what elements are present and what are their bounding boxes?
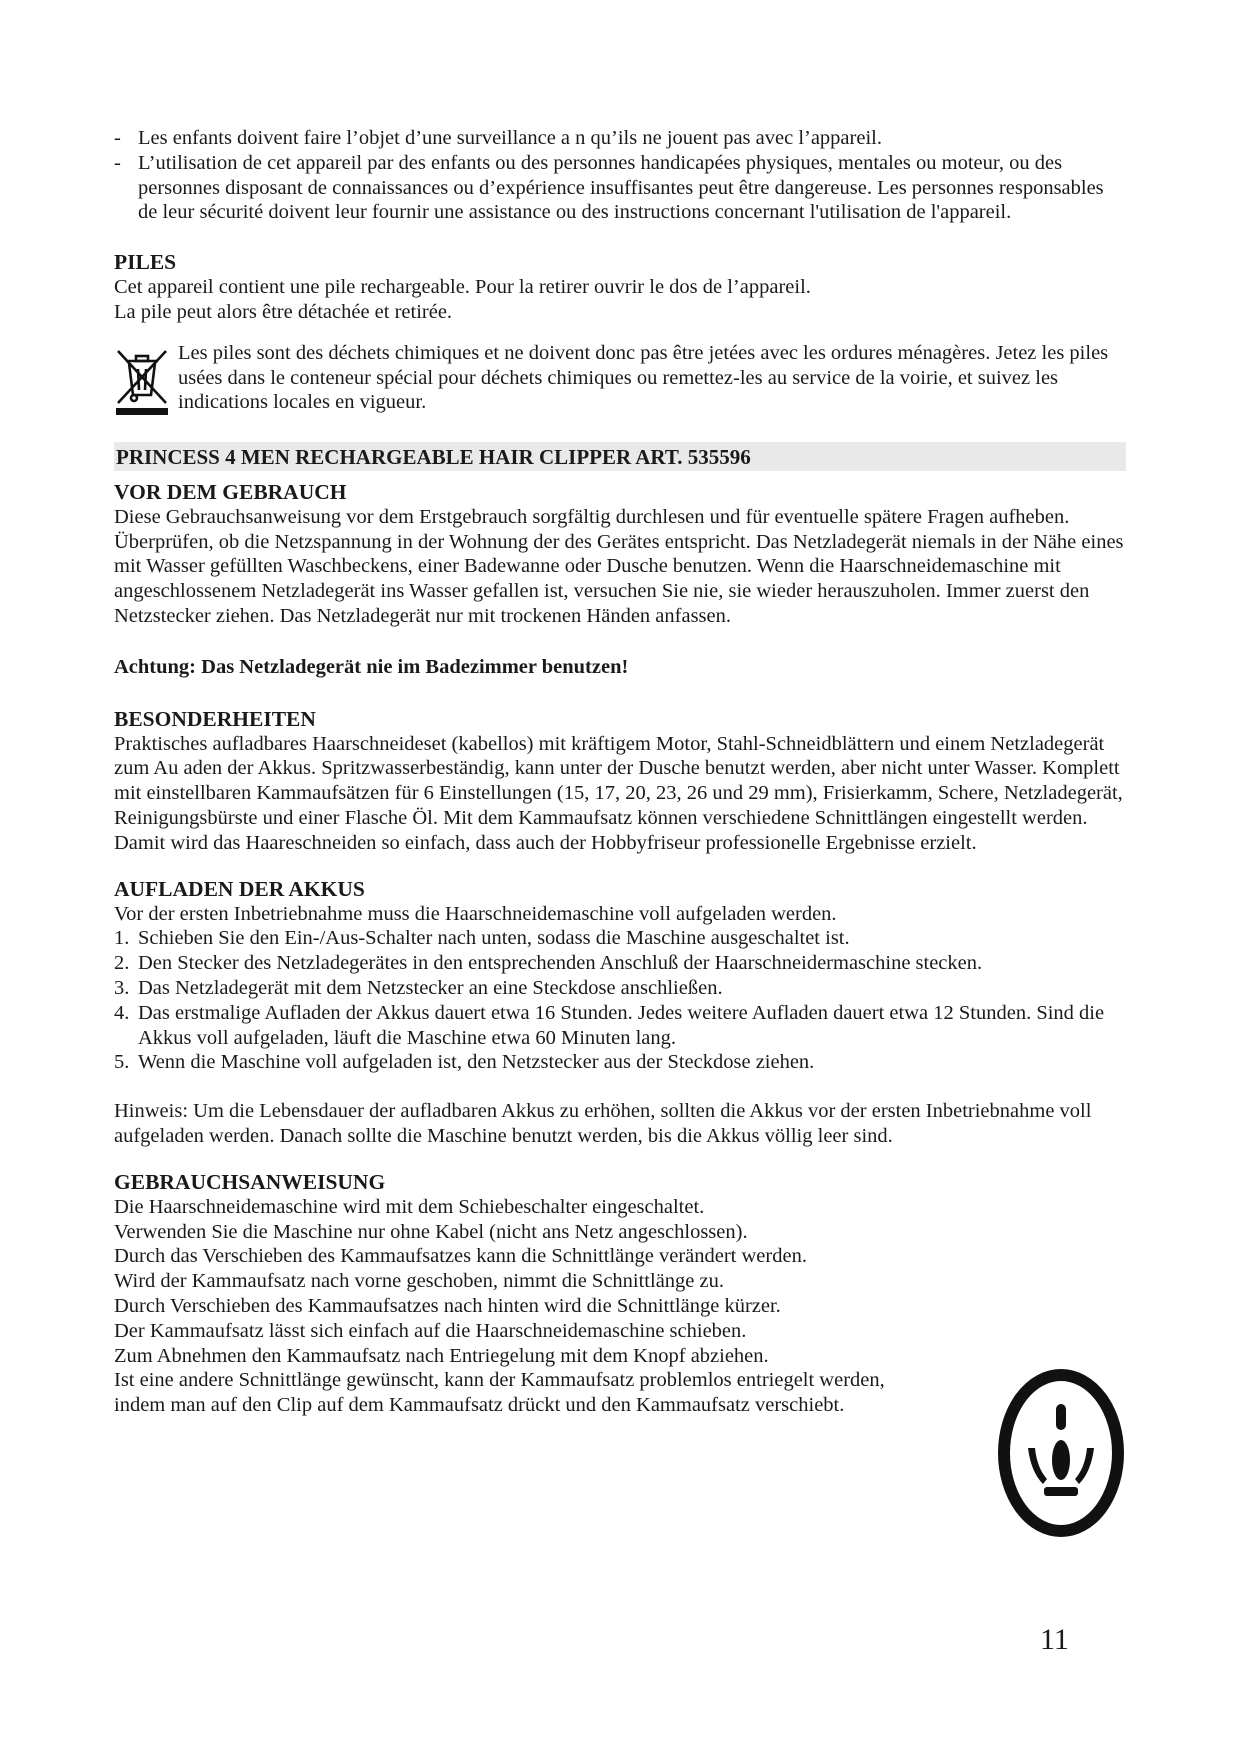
paragraph: Cet appareil contient une pile rechargeable. Pour la retirer ouvrir le dos de l’appareil.	[114, 276, 811, 299]
paragraph: La pile peut alors être détachée et retirée.	[114, 300, 453, 323]
paragraph: Les piles sont des déchets chimiques et ne doivent donc pas être jetées avec les ordures ménagères. Jetez les piles usées dans le conteneur spécial pour déchets chimiques ou remettez-les au service de la voirie, et suivez les indications locales en vigueur.	[178, 341, 1109, 414]
paragraph: Der Kammaufsatz lässt sich einfach auf die Haarschneidemaschine schieben.	[114, 1319, 747, 1342]
step-number: 3.	[114, 976, 130, 999]
step-text: Schieben Sie den Ein-/Aus-Schalter nach unten, sodass die Maschine ausgeschaltet ist.	[138, 927, 850, 950]
warning-text: Achtung: Das Netzladegerät nie im Badezimmer benutzen!	[114, 655, 629, 678]
section-heading: GEBRAUCHSANWEISUNG	[114, 1169, 386, 1194]
list-item: - L’utilisation de cet appareil par des enfants ou des personnes handicapées physiques, mentales ou moteur, ou des personnes disposant de connaissances ou d’expérience insuffisantes peut être dangereuse. Les personnes responsables de leur sécurité doivent leur fournir une assistance ou des instructions concernant l'utilisation de l'appareil.	[114, 151, 1104, 224]
paragraph: Zum Abnehmen den Kammaufsatz nach Entriegelung mit dem Knopf abziehen.	[114, 1344, 769, 1367]
list-item	[114, 926, 1126, 951]
step-number: 1.	[114, 927, 130, 950]
section-gebrauchsanweisung	[114, 1169, 1126, 1418]
list-item	[114, 1001, 1126, 1051]
paragraph: Wird der Kammaufsatz nach vorne geschoben, nimmt die Schnittlänge zu.	[114, 1270, 724, 1293]
list-item	[114, 1050, 1126, 1075]
manual-page	[114, 126, 1126, 1418]
step-text: Das Netzladegerät mit dem Netzstecker an eine Steckdose anschließen.	[138, 976, 723, 999]
paragraph: Ist eine andere Schnittlänge gewünscht, kann der Kammaufsatz problemlos entriegelt werden, indem man auf den Clip auf dem Kammaufsatz drückt und den Kammaufsatz verschiebt.	[114, 1369, 885, 1417]
crossed-out-wheelie-bin-icon	[114, 347, 170, 417]
step-number: 5.	[114, 1051, 130, 1074]
paragraph: Die Haarschneidemaschine wird mit dem Schiebeschalter eingeschaltet.	[114, 1195, 705, 1218]
paragraph: Praktisches aufladbares Haarschneideset (kabellos) mit kräftigem Motor, Stahl-Schneidblättern und einem Netzladegerät zum Au aden der Akkus. Spritzwasserbeständig, kann unter der Dusche benutzt werden, aber nicht unter Wasser. Komplett mit einstellbaren Kammaufsätzen für 6 Einstellungen (15, 17, 20, 23, 26 und 29 mm), Frisierkamm, Schere, Netzladegerät, Reinigungsbürste und einer Flasche Öl. Mit dem Kammaufsatz können verschiedene Schnittlängen eingestellt werden. Damit wird das Haareschneiden so einfach, dass auch der Hobbyfriseur professionelle Ergebnisse erzielt.	[114, 732, 1123, 854]
paragraph: Durch Verschieben des Kammaufsatzes nach hinten wird die Schnittlänge kürzer.	[114, 1294, 781, 1317]
dash-marker: -	[114, 127, 121, 149]
step-text: Das erstmalige Aufladen der Akkus dauert etwa 16 Stunden. Jedes weitere Aufladen dauert etwa 12 Stunden. Sind die Akkus voll aufgeladen, läuft die Maschine etwa 60 Minuten lang.	[138, 1001, 1105, 1049]
step-number: 2.	[114, 952, 130, 975]
instructions-text	[114, 1195, 934, 1418]
section-vor-dem-gebrauch	[114, 479, 1126, 680]
list-item	[114, 976, 1126, 1001]
section-besonderheiten	[114, 706, 1126, 856]
section-heading: AUFLADEN DER AKKUS	[114, 876, 365, 901]
section-aufladen	[114, 876, 1126, 1149]
step-number: 4.	[114, 1001, 130, 1024]
paragraph: Diese Gebrauchsanweisung vor dem Erstgebrauch sorgfältig durchlesen und für eventuelle spätere Fragen aufheben. Überprüfen, ob die Netzspannung in der Wohnung der des Gerätes entspricht. Das Netzladegerät niemals in der Nähe eines mit Wasser gefüllten Waschbeckens, einer Badewanne oder Dusche benutzen. Wenn die Haarschneidemaschine mit angeschlossenem Netzladegerät ins Wasser gefallen ist, versuchen Sie nie, sie wieder herauszuholen. Immer zuerst den Netzstecker ziehen. Das Netzladegerät nur mit trockenen Händen anfassen.	[114, 505, 1124, 627]
step-text: Wenn die Maschine voll aufgeladen ist, den Netzstecker aus der Steckdose ziehen.	[138, 1051, 815, 1074]
section-heading: VOR DEM GEBRAUCH	[114, 479, 347, 504]
paragraph: Vor der ersten Inbetriebnahme muss die Haarschneidemaschine voll aufgeladen werden.	[114, 902, 837, 925]
list-item	[114, 951, 1126, 976]
intro-fr-list	[114, 126, 1126, 225]
paragraph: Verwenden Sie die Maschine nur ohne Kabel (nicht ans Netz angeschlossen).	[114, 1220, 748, 1243]
list-item: - Les enfants doivent faire l’objet d’une surveillance a n qu’ils ne jouent pas avec l’appareil.	[114, 127, 882, 149]
princess-logo-icon	[997, 1368, 1125, 1538]
step-text: Den Stecker des Netzladegerätes in den entsprechenden Anschluß der Haarschneidermaschine stecken.	[138, 952, 983, 975]
dash-marker: -	[114, 151, 121, 174]
section-piles	[114, 249, 1126, 416]
product-title-banner: PRINCESS 4 MEN RECHARGEABLE HAIR CLIPPER ART. 535596	[114, 442, 1126, 471]
page-number: 11	[1040, 1623, 1069, 1656]
paragraph: Durch das Verschieben des Kammaufsatzes kann die Schnittlänge verändert werden.	[114, 1245, 807, 1268]
note-paragraph: Hinweis: Um die Lebensdauer der aufladbaren Akkus zu erhöhen, sollten die Akkus vor der ersten Inbetriebnahme voll aufgeladen werden. Danach sollte die Maschine benutzt werden, bis die Akkus völlig leer sind.	[114, 1100, 1092, 1147]
battery-disposal-notice	[114, 341, 1126, 416]
steps-list	[114, 926, 1126, 1075]
section-heading: PILES	[114, 250, 177, 275]
section-heading: BESONDERHEITEN	[114, 706, 316, 731]
